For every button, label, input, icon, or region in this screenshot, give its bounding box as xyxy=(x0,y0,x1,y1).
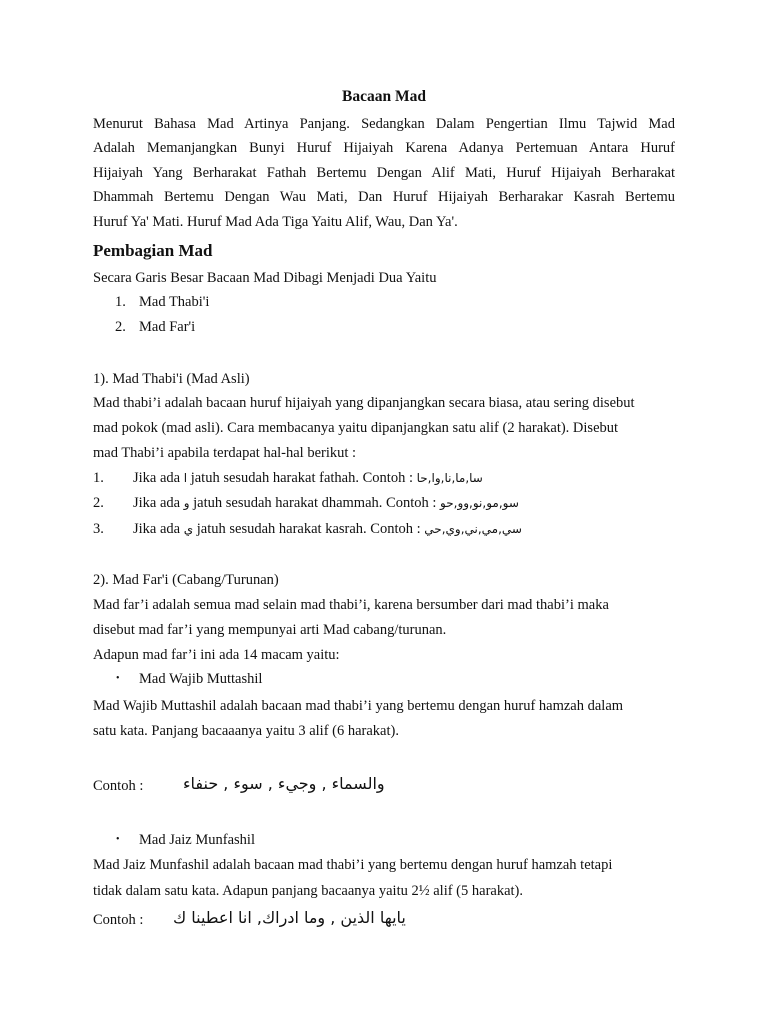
thabii-desc-line: mad pokok (mad asli). Cara membacanya yaitu dipanjangkan satu alif (2 harakat). Disebut xyxy=(93,420,619,436)
thabii-desc-line: Mad thabi’i adalah bacaan huruf hijaiyah yang dipanjangkan secara biasa, atau sering disebut xyxy=(93,395,635,411)
rule-post: jatuh sesudah harakat fathah. Contoh : xyxy=(190,470,413,486)
arabic-letter: ا xyxy=(183,471,188,485)
section-heading-pembagian: Pembagian Mad xyxy=(93,241,213,260)
section-heading-fari: 2). Mad Far'i (Cabang/Turunan) xyxy=(93,572,279,588)
intro-line: Hijaiyah Yang Berharakat Fathah Bertemu Dengan Alif Mati, Huruf Hijaiyah Berharakat xyxy=(93,164,675,181)
wajib-contoh-arabic: والسماء , وجيء , سوء , حنفاء xyxy=(183,774,385,793)
rule-pre: Jika ada xyxy=(133,470,181,486)
intro-paragraph xyxy=(93,112,675,234)
wajib-desc-line: satu kata. Panjang bacaaanya yaitu 3 alif (6 harakat). xyxy=(93,723,399,739)
fari-desc-line: Mad far’i adalah semua mad selain mad thabi’i, karena bersumber dari mad thabi’i maka xyxy=(93,597,609,613)
rule-number: 1. xyxy=(93,470,104,486)
wajib-contoh-label: Contoh : xyxy=(93,778,144,794)
bullet-title: Mad Jaiz Munfashil xyxy=(139,832,255,848)
intro-line: Huruf Ya' Mati. Huruf Mad Ada Tiga Yaitu Alif, Wau, Dan Ya'. xyxy=(93,213,458,230)
list-number: 1. xyxy=(115,294,126,310)
bullet-icon: • xyxy=(116,834,120,845)
bullet-title: Mad Wajib Muttashil xyxy=(139,671,263,687)
pembagian-desc: Secara Garis Besar Bacaan Mad Dibagi Menjadi Dua Yaitu xyxy=(93,270,437,286)
rule-pre: Jika ada xyxy=(133,495,181,511)
thabii-desc-line: mad Thabi’i apabila terdapat hal-hal berikut : xyxy=(93,445,357,461)
list-label: Mad Thabi'i xyxy=(139,294,210,310)
list-number: 2. xyxy=(115,319,126,335)
rule-text xyxy=(133,521,522,538)
bullet-item-jaiz xyxy=(93,832,493,852)
rule-post: jatuh sesudah harakat kasrah. Contoh : xyxy=(196,521,421,537)
wajib-desc-line: Mad Wajib Muttashil adalah bacaan mad thabi’i yang bertemu dengan huruf hamzah dalam xyxy=(93,698,624,714)
list-item xyxy=(115,319,415,339)
jaiz-desc-line: tidak dalam satu kata. Adapun panjang bacaanya yaitu 2½ alif (5 harakat). xyxy=(93,883,524,899)
rule-item xyxy=(93,495,675,515)
arabic-example: سي,مي,ني,وي,حي xyxy=(424,522,522,536)
arabic-example: سو,مو,نو,وو,حو xyxy=(440,496,519,510)
fari-desc-line: Adapun mad far’i ini ada 14 macam yaitu: xyxy=(93,647,340,663)
rule-item xyxy=(93,521,675,541)
intro-line: Adalah Memanjangkan Bunyi Huruf Hijaiyah Karena Adanya Pertemuan Antara Huruf xyxy=(93,140,675,157)
fari-desc-line: disebut mad far’i yang mempunyai arti Mad cabang/turunan. xyxy=(93,622,447,638)
rule-text xyxy=(133,495,519,512)
intro-line: Dhammah Bertemu Dengan Wau Mati, Dan Huruf Hijaiyah Berharakar Kasrah Bertemu xyxy=(93,189,675,206)
rule-number: 3. xyxy=(93,521,104,537)
rule-number: 2. xyxy=(93,495,104,511)
list-item xyxy=(115,294,415,314)
bullet-item-wajib xyxy=(93,671,493,691)
rule-pre: Jika ada xyxy=(133,521,181,537)
rule-text xyxy=(133,470,483,487)
document-title: Bacaan Mad xyxy=(342,88,426,105)
arabic-example: سا,ما,نا,وا,حا xyxy=(416,471,483,485)
bullet-icon: • xyxy=(116,673,120,684)
rule-post: jatuh sesudah harakat dhammah. Contoh : xyxy=(193,495,437,511)
jaiz-desc-line: Mad Jaiz Munfashil adalah bacaan mad thabi’i yang bertemu dengan huruf hamzah tetapi xyxy=(93,857,613,873)
arabic-letter: ي xyxy=(183,522,194,536)
rule-item xyxy=(93,470,675,490)
section-heading-thabii: 1). Mad Thabi'i (Mad Asli) xyxy=(93,371,250,387)
arabic-letter: و xyxy=(183,496,190,510)
jaiz-contoh-label: Contoh : xyxy=(93,912,144,928)
list-label: Mad Far'i xyxy=(139,319,196,335)
intro-line: Menurut Bahasa Mad Artinya Panjang. Sedangkan Dalam Pengertian Ilmu Tajwid Mad xyxy=(93,116,675,132)
jaiz-contoh-arabic: يايها الذين , وما ادراك, انا اعطينا ك xyxy=(173,908,406,927)
